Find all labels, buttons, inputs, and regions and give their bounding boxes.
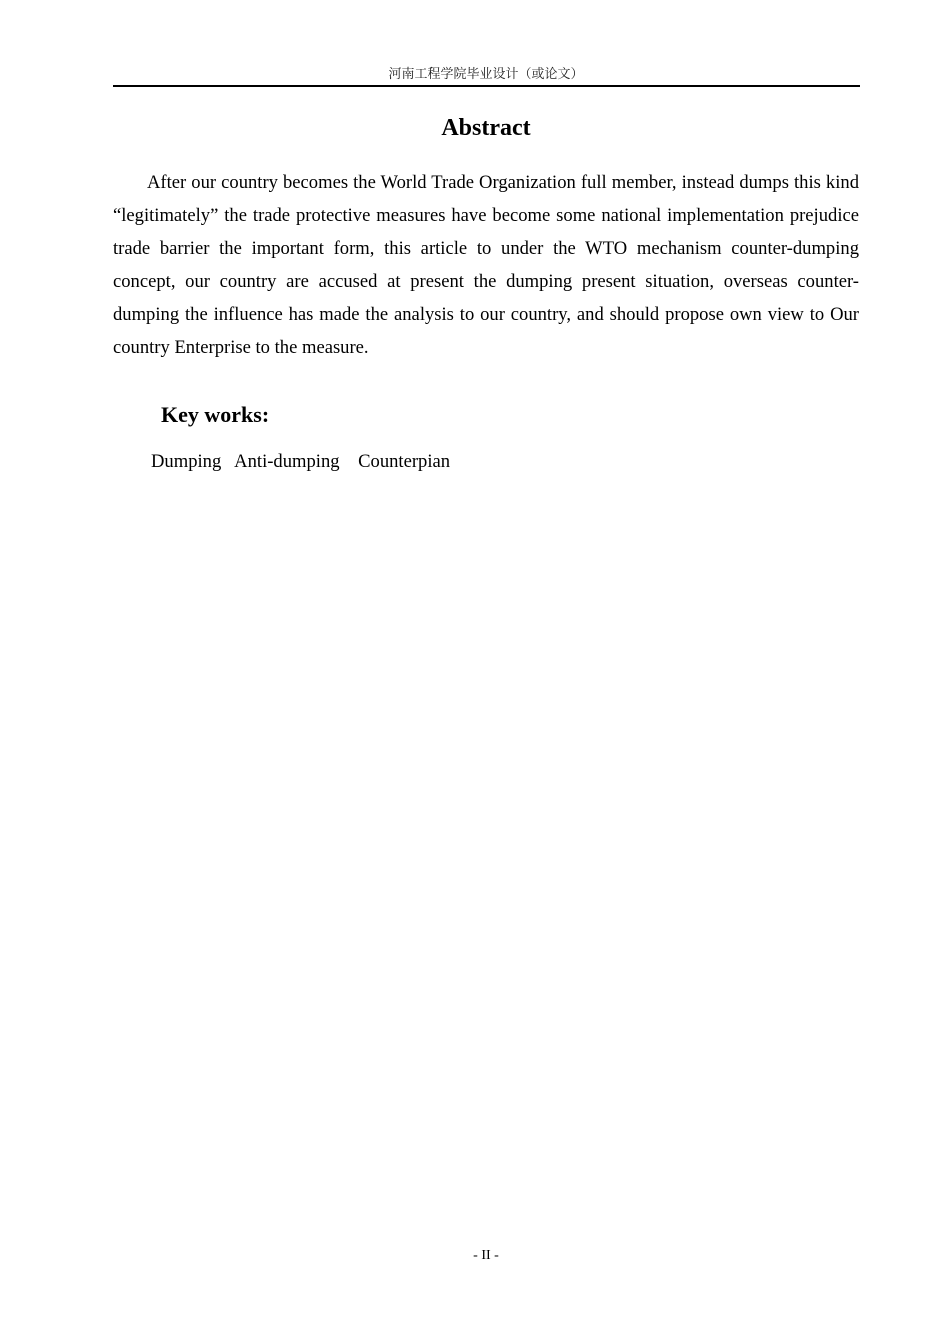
abstract-title: Abstract <box>441 115 531 141</box>
keyword-item: Dumping <box>151 451 222 472</box>
keywords-heading: Key works: <box>161 402 270 427</box>
header-rule <box>113 85 860 87</box>
keyword-item: Anti-dumping <box>234 451 340 472</box>
abstract-body: After our country becomes the World Trade Organization full member, instead dumps this kind “legitimately” the trade protective measures have become some national implementation prejudice trade barrier the important form, this article to under the WTO mechanism counter-dumping concept, our country are accused at present the dumping present situation, overseas counter-dumping the influence has made the analysis to our country, and should propose own view to Our country Enterprise to the measure. <box>113 172 859 358</box>
keyword-item: Counterpian <box>358 451 451 472</box>
keywords-list <box>151 449 450 475</box>
page-number: - II - <box>473 1248 499 1263</box>
running-header: 河南工程学院毕业设计（或论文） <box>388 67 584 82</box>
